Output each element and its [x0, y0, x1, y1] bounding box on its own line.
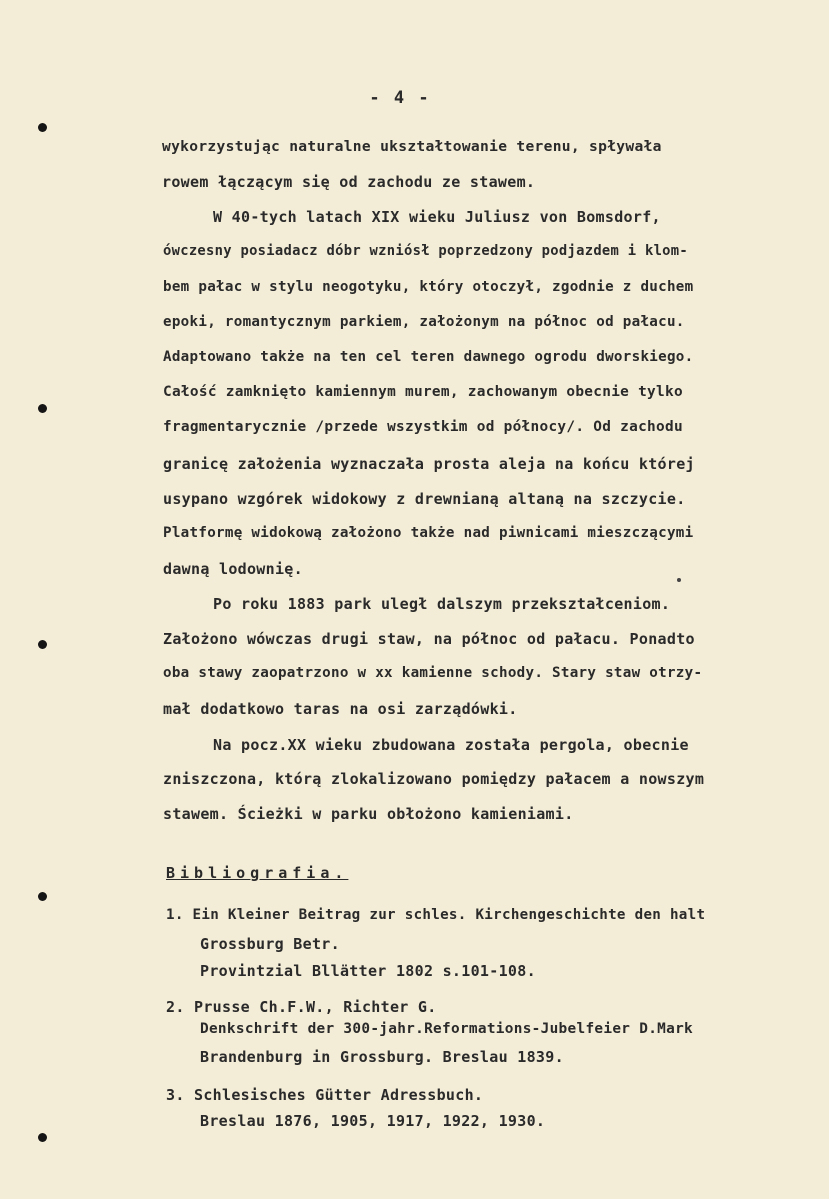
- punch-hole: [38, 404, 47, 413]
- bibliography-entry: Grossburg Betr.: [200, 935, 340, 953]
- punch-hole: [38, 1133, 47, 1142]
- body-line: mał dodatkowo taras na osi zarządówki.: [163, 700, 518, 718]
- bibliography-entry: Provintzial Bllätter 1802 s.101-108.: [200, 962, 536, 980]
- body-line: bem pałac w stylu neogotyku, który otoczył, zgodnie z duchem: [163, 279, 694, 295]
- body-line: Po roku 1883 park uległ dalszym przekształceniom.: [213, 595, 671, 613]
- body-line: Na pocz.XX wieku zbudowana została pergola, obecnie: [213, 736, 689, 754]
- bibliography-heading: Bibliografia.: [166, 864, 349, 882]
- punch-hole: [38, 640, 47, 649]
- body-line: dawną lodownię.: [163, 560, 303, 578]
- body-line: Założono wówczas drugi staw, na północ od pałacu. Ponadto: [163, 630, 695, 648]
- body-line: rowem łączącym się od zachodu ze stawem.: [162, 173, 536, 191]
- body-line: Platformę widokową założono także nad piwnicami mieszczącymi: [163, 525, 694, 541]
- body-line: zniszczona, którą zlokalizowano pomiędzy pałacem a nowszym: [163, 770, 705, 788]
- bibliography-entry: Denkschrift der 300-jahr.Reformations-Jubelfeier D.Mark: [200, 1021, 694, 1037]
- body-line: Adaptowano także na ten cel teren dawnego ogrodu dworskiego.: [163, 349, 694, 365]
- bibliography-entry: 3. Schlesisches Gütter Adressbuch.: [166, 1086, 484, 1104]
- body-line: epoki, romantycznym parkiem, założonym na północ od pałacu.: [163, 314, 685, 330]
- body-line: ówczesny posiadacz dóbr wzniósł poprzedzony podjazdem i klom-: [163, 243, 688, 259]
- body-line: oba stawy zaopatrzono w xx kamienne schody. Stary staw otrzy-: [163, 665, 703, 681]
- bibliography-entry: 2. Prusse Ch.F.W., Richter G.: [166, 998, 437, 1016]
- bibliography-entry: Breslau 1876, 1905, 1917, 1922, 1930.: [200, 1112, 546, 1130]
- body-line: W 40-tych latach XIX wieku Juliusz von Bomsdorf,: [213, 208, 661, 226]
- bibliography-entry: Brandenburg in Grossburg. Breslau 1839.: [200, 1048, 564, 1066]
- body-line: Całość zamknięto kamiennym murem, zachowanym obecnie tylko: [163, 384, 683, 400]
- body-line: fragmentarycznie /przede wszystkim od północy/. Od zachodu: [163, 419, 683, 435]
- punch-hole: [38, 892, 47, 901]
- punch-hole: [38, 123, 47, 132]
- body-line: wykorzystując naturalne ukształtowanie terenu, spływała: [162, 138, 662, 155]
- bibliography-entry: 1. Ein Kleiner Beitrag zur schles. Kirchengeschichte den halt: [166, 907, 706, 923]
- page-number: - 4 -: [369, 88, 431, 108]
- body-line: usypano wzgórek widokowy z drewnianą altaną na szczycie.: [163, 490, 686, 508]
- ink-spot: [677, 578, 681, 582]
- body-line: stawem. Ścieżki w parku obłożono kamieniami.: [163, 805, 574, 823]
- body-line: granicę założenia wyznaczała prosta aleja na końcu której: [163, 455, 695, 473]
